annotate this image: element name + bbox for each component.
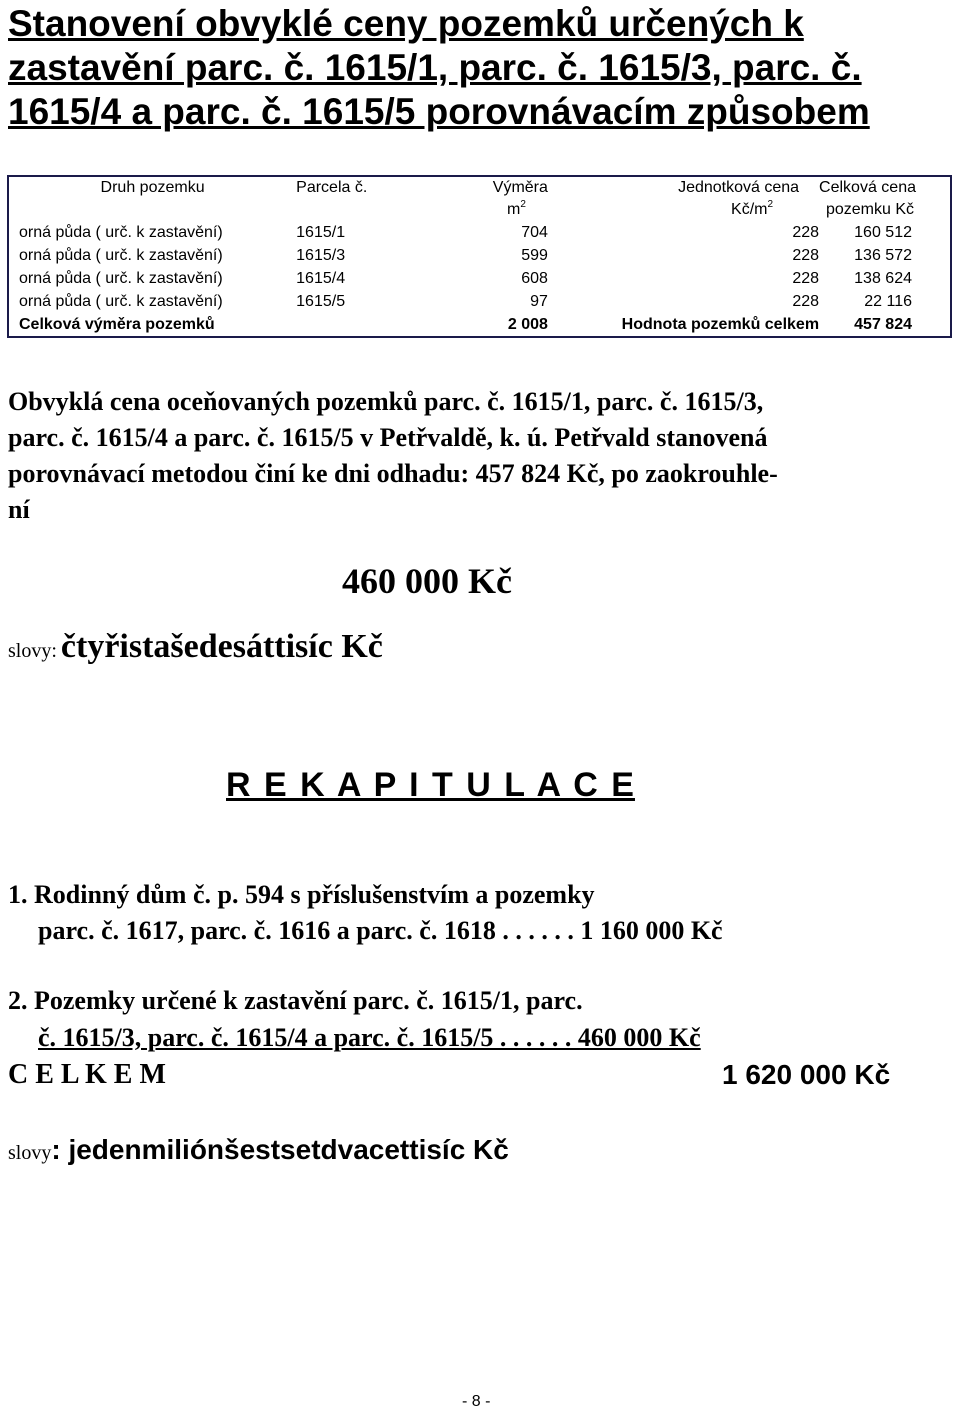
- row-total-price: 138 624: [854, 269, 912, 287]
- col-header-area-unit: $m^2$: [507, 199, 526, 218]
- table-summary-row: [9, 313, 950, 336]
- valuation-paragraph: [8, 384, 948, 528]
- row-unit-price: 228: [792, 246, 820, 264]
- row-total-price: 160 512: [854, 223, 912, 241]
- col-header-total-price: Celková cena: [819, 179, 916, 196]
- row-area: 599: [521, 246, 548, 264]
- page-number: - 8 -: [462, 1393, 491, 1410]
- recap-total-value: 1 620 000 Kč: [722, 1059, 891, 1090]
- col-header-parcel: Parcela č.: [296, 179, 368, 196]
- row-total-price: 136 572: [854, 246, 912, 264]
- table-header-row: [9, 177, 950, 199]
- total-in-words: [8, 1134, 509, 1166]
- table-row: [9, 267, 950, 290]
- in-words-label: slovy: [8, 1142, 52, 1164]
- row-area: 97: [530, 292, 548, 310]
- row-type: orná půda ( urč. k zastavění): [19, 269, 223, 287]
- land-table: [9, 177, 950, 336]
- recap-item-2-line-2: č. 1615/3, parc. č. 1615/4 a parc. č. 1615/5 . . . . . . 460 000 Kč: [38, 1023, 701, 1052]
- col-header-type: Druh pozemku: [100, 179, 205, 196]
- recap-total-label: C E L K E M: [8, 1059, 166, 1090]
- col-header-unit-price-unit: $Kč/m^2$: [731, 199, 774, 218]
- row-unit-price: 228: [792, 292, 820, 310]
- row-area: 608: [521, 269, 548, 287]
- recap-item-1-line-2: parc. č. 1617, parc. č. 1616 a parc. č. 1618 . . . . . . 1 160 000 Kč: [38, 916, 723, 945]
- row-total-price: 22 116: [864, 292, 912, 310]
- table-row: [9, 221, 950, 244]
- row-area: 704: [521, 223, 548, 241]
- summary-total-value: 457 824: [854, 315, 912, 333]
- row-parcel: 1615/5: [296, 292, 346, 310]
- paragraph-line: Obvyklá cena oceňovaných pozemků parc. č. 1615/1, parc. č. 1615/3,: [8, 387, 764, 416]
- summary-area-value: 2 008: [507, 315, 548, 333]
- recap-item-2-line-1: 2. Pozemky určené k zastavění parc. č. 1615/1, parc.: [8, 986, 583, 1015]
- paragraph-line: ní: [8, 495, 30, 524]
- row-type: orná půda ( urč. k zastavění): [19, 292, 223, 310]
- in-words-value: čtyřistašedesáttisíc Kč: [60, 628, 383, 665]
- table-row: [9, 290, 950, 313]
- paragraph-line: parc. č. 1615/4 a parc. č. 1615/5 v Petřvaldě, k. ú. Petřvald stanovená: [8, 423, 768, 452]
- row-parcel: 1615/3: [296, 246, 346, 264]
- price-in-words: [8, 628, 383, 666]
- in-words-value: : jedenmiliónšestsetdvacettisíc Kč: [51, 1134, 509, 1165]
- page-heading: Stanovení obvyklé ceny pozemků určených k zastavění parc. č. 1615/1, parc. č. 1615/3, parc. č. 1615/4 a parc. č. 1615/5 porovnávacím způsobem: [8, 3, 870, 132]
- row-type: orná půda ( urč. k zastavění): [19, 223, 223, 241]
- table-row: [9, 244, 950, 267]
- row-unit-price: 228: [792, 269, 820, 287]
- summary-area-label: Celková výměra pozemků: [19, 315, 215, 333]
- row-type: orná půda ( urč. k zastavění): [19, 246, 223, 264]
- land-price-table: [7, 175, 952, 338]
- recap-item-1-line-1: 1. Rodinný dům č. p. 594 s příslušenstvím a pozemky: [8, 880, 595, 909]
- in-words-label: slovy:: [8, 640, 57, 662]
- col-header-area: Výměra: [492, 179, 548, 196]
- row-parcel: 1615/4: [296, 269, 346, 287]
- row-unit-price: 228: [792, 223, 820, 241]
- table-header-row-units: [9, 199, 950, 221]
- col-header-total-price-unit: pozemku Kč: [825, 201, 914, 218]
- rounded-price: 460 000 Kč: [342, 561, 512, 601]
- row-parcel: 1615/1: [296, 223, 346, 241]
- paragraph-line: porovnávací metodou činí ke dni odhadu: 457 824 Kč, po zaokrouhle-: [8, 459, 778, 488]
- col-header-unit-price: Jednotková cena: [678, 179, 800, 196]
- recap-title: R E K A P I T U L A C E: [226, 766, 635, 804]
- summary-total-label: Hodnota pozemků celkem: [621, 315, 820, 333]
